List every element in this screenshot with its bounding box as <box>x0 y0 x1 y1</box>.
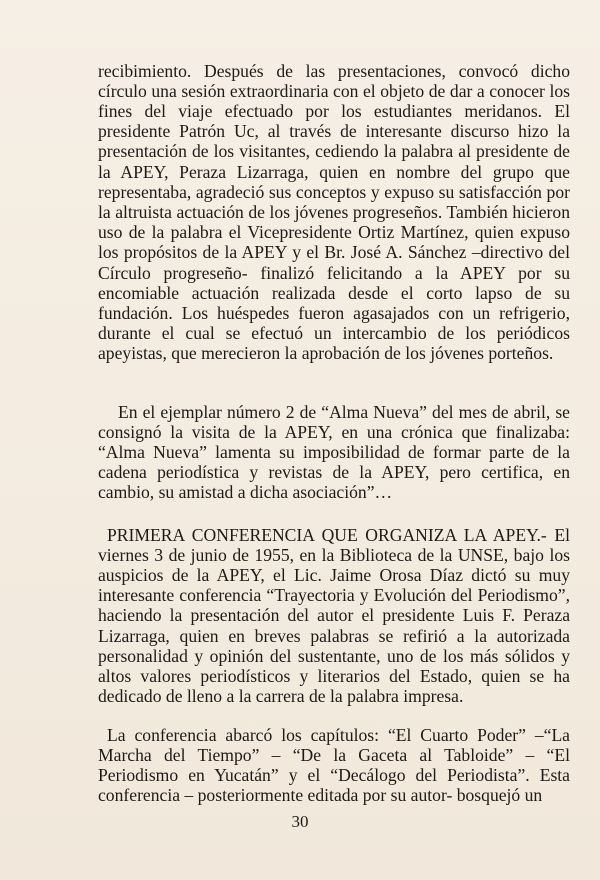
paragraph-3: PRIMERA CONFERENCIA QUE ORGANIZA LA APEY.- El viernes 3 de junio de 1955, en la Biblioteca de la UNSE, bajo los auspicios de la APEY, el Lic. Jaime Orosa Díaz dictó su muy interesante conferencia “Trayectoria y Evolución del Periodismo”, haciendo la presentación del autor el presidente Luis F. Peraza Lizarraga, quien en breves palabras se refirió a la autorizada personalidad y opinión del sustentante, uno de los más sólidos y altos valores periodísticos y literarios del Estado, quien se ha dedicado de lleno a la carrera de la palabra impresa. <box>98 524 570 707</box>
paragraph-4: La conferencia abarcó los capítulos: “El Cuarto Poder” –“La Marcha del Tiempo” – “De la Gaceta al Tabloide” – “El Periodismo en Yucatán” y el “Decálogo del Periodista”. Esta conferencia – posteriormente editada por su autor- bosquejó un <box>98 724 570 806</box>
page-number: 30 <box>291 812 309 831</box>
paragraph-1: recibimiento. Después de las presentaciones, convocó dicho círculo una sesión extraordinaria con el objeto de dar a conocer los fines del viaje efectuado por los estudiantes meridanos. El presidente Patrón Uc, al través de interesante discurso hizo la presentación de los visitantes, cediendo la palabra al presidente de la APEY, Peraza Lizarraga, quien en nombre del grupo que representaba, agradeció sus conceptos y expuso su satisfacción por la altruista actuación de los jóvenes progreseños. También hicieron uso de la palabra el Vicepresidente Ortiz Martínez, quien expuso los propósitos de la APEY y el Br. José A. Sánchez –directivo del Círculo progreseño- finalizó felicitando a la APEY por su encomiable actuación realizada desde el corto lapso de su fundación. Los huéspedes fueron agasajados con un refrigerio, durante el cual se efectuó un intercambio de los periódicos apeyistas, que merecieron la aprobación de los jóvenes porteños. <box>98 60 570 364</box>
paragraph-2: En el ejemplar número 2 de “Alma Nueva” del mes de abril, se consignó la visita de la APEY, en una crónica que finalizaba: “Alma Nueva” lamenta su imposibilidad de formar parte de la cadena periodística y revistas de la APEY, pero certifica, en cambio, su amistad a dicha asociación”… <box>98 401 570 503</box>
